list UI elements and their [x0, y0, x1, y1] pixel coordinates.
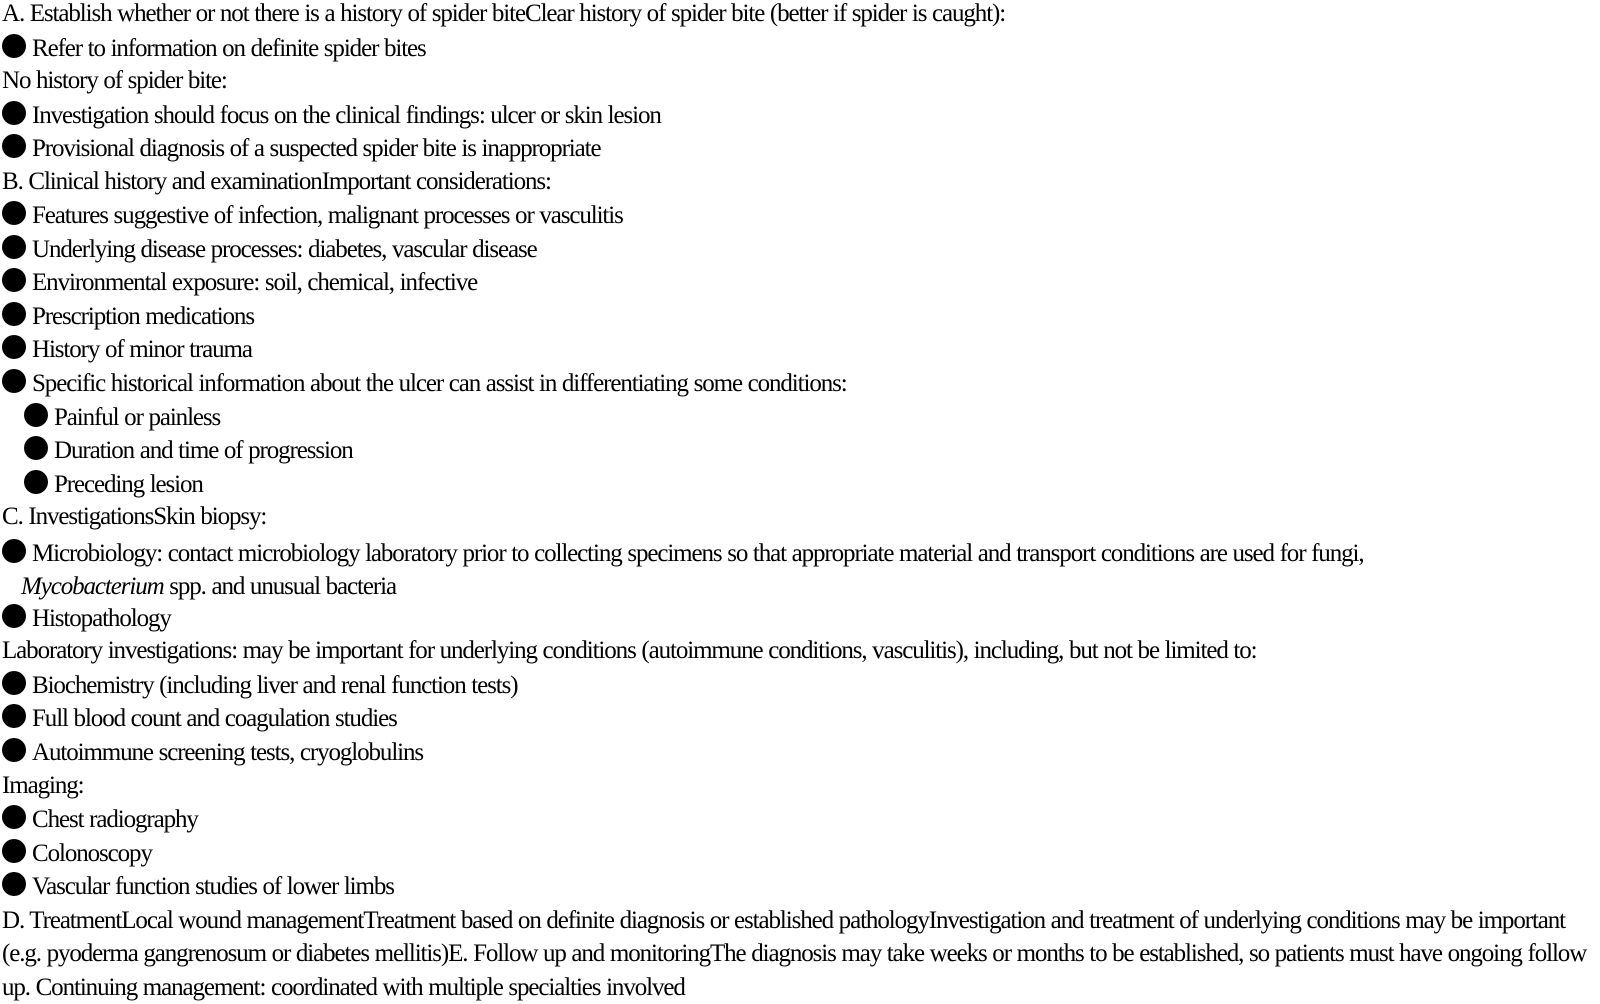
section-a-subheading: Clear history of spider bite (better if spider is caught):: [525, 0, 1006, 27]
treatment-followup-paragraph: [2, 904, 1600, 1004]
bullet-icon: [2, 738, 26, 762]
bullet-icon: [2, 805, 26, 829]
microbiology-continuation: [2, 570, 1600, 604]
bullet-icon: [24, 403, 48, 427]
sub-list-item: Preceding lesion: [2, 470, 1600, 504]
bullet-icon: [2, 839, 26, 863]
followup-item: The diagnosis may take weeks or months to be established, so patients must have ongoing follow up. Continuing management: coordinated with multiple specialties involved: [2, 940, 1587, 1001]
list-item: Investigation should focus on the clinical findings: ulcer or skin lesion: [2, 101, 1600, 135]
list-item: Colonoscopy: [2, 839, 1600, 873]
list-item: Provisional diagnosis of a suspected spider bite is inappropriate: [2, 134, 1600, 168]
list-item: Biochemistry (including liver and renal function tests): [2, 671, 1600, 705]
list-item: Autoimmune screening tests, cryoglobulins: [2, 738, 1600, 772]
microbiology-tail: spp. and unusual bacteria: [163, 573, 396, 601]
bullet-icon: [2, 335, 26, 359]
imaging-label: Imaging:: [2, 771, 84, 799]
bullet-icon: [2, 101, 26, 125]
section-c-subheading: Skin biopsy:: [153, 503, 267, 531]
section-b-subheading: Important considerations:: [321, 167, 551, 195]
microbiology-text: Microbiology: contact microbiology laboratory prior to collecting specimens so that appropriate material and transport conditions are used for fungi,: [32, 539, 1364, 567]
list-item: Full blood count and coagulation studies: [2, 704, 1600, 738]
list-item: Chest radiography: [2, 805, 1600, 839]
section-c-heading-line: [2, 503, 1600, 537]
bullet-icon: [2, 235, 26, 259]
list-item: Features suggestive of infection, malignant processes or vasculitis: [2, 201, 1600, 235]
section-c-heading: C. Investigations: [2, 503, 154, 531]
bullet-icon: [24, 436, 48, 460]
sub-list-item: Duration and time of progression: [2, 436, 1600, 470]
treatment-item: Local wound management: [121, 906, 364, 934]
microbiology-italic: Mycobacterium: [21, 573, 164, 601]
bullet-icon: [2, 201, 26, 225]
bullet-icon: [2, 134, 26, 158]
section-a-heading-line: [2, 0, 1600, 34]
list-item: Prescription medications: [2, 302, 1600, 336]
list-item: Environmental exposure: soil, chemical, infective: [2, 268, 1600, 302]
list-item: History of minor trauma: [2, 335, 1600, 369]
treatment-item: Investigation and treatment of underlying conditions may be important (e.g. pyoderma gangrenosum or diabetes mellitis): [2, 906, 1566, 968]
section-b-heading: B. Clinical history and examination: [2, 167, 322, 195]
no-history-label: No history of spider bite:: [2, 67, 227, 95]
bullet-icon: [24, 470, 48, 494]
bullet-icon: [2, 302, 26, 326]
list-item: Specific historical information about the ulcer can assist in differentiating some conditions:: [2, 369, 1600, 403]
list-item: Histopathology: [2, 604, 1600, 638]
sub-list-item: Painful or painless: [2, 403, 1600, 437]
section-b-heading-line: [2, 168, 1600, 202]
bullet-icon: [2, 671, 26, 695]
list-item: Underlying disease processes: diabetes, vascular disease: [2, 235, 1600, 269]
bullet-icon: [2, 872, 26, 896]
section-d-heading: D. Treatment: [2, 906, 122, 934]
bullet-icon: [2, 539, 26, 563]
lab-investigations-label: Laboratory investigations: may be important for underlying conditions (autoimmune conditions, vasculitis), including, but not be limited to:: [2, 637, 1257, 665]
bullet-icon: [2, 704, 26, 728]
section-a-heading: A. Establish whether or not there is a history of spider bite: [2, 0, 525, 27]
treatment-item: Treatment based on definite diagnosis or established pathology: [363, 906, 929, 934]
bullet-icon: [2, 604, 26, 628]
bullet-icon: [2, 268, 26, 292]
list-item: Refer to information on definite spider bites: [2, 34, 1600, 68]
section-e-heading: E. Follow up and monitoring: [448, 940, 710, 968]
list-item: [2, 537, 1600, 604]
bullet-icon: [2, 34, 26, 58]
list-item: Vascular function studies of lower limbs: [2, 872, 1600, 906]
bullet-icon: [2, 369, 26, 393]
